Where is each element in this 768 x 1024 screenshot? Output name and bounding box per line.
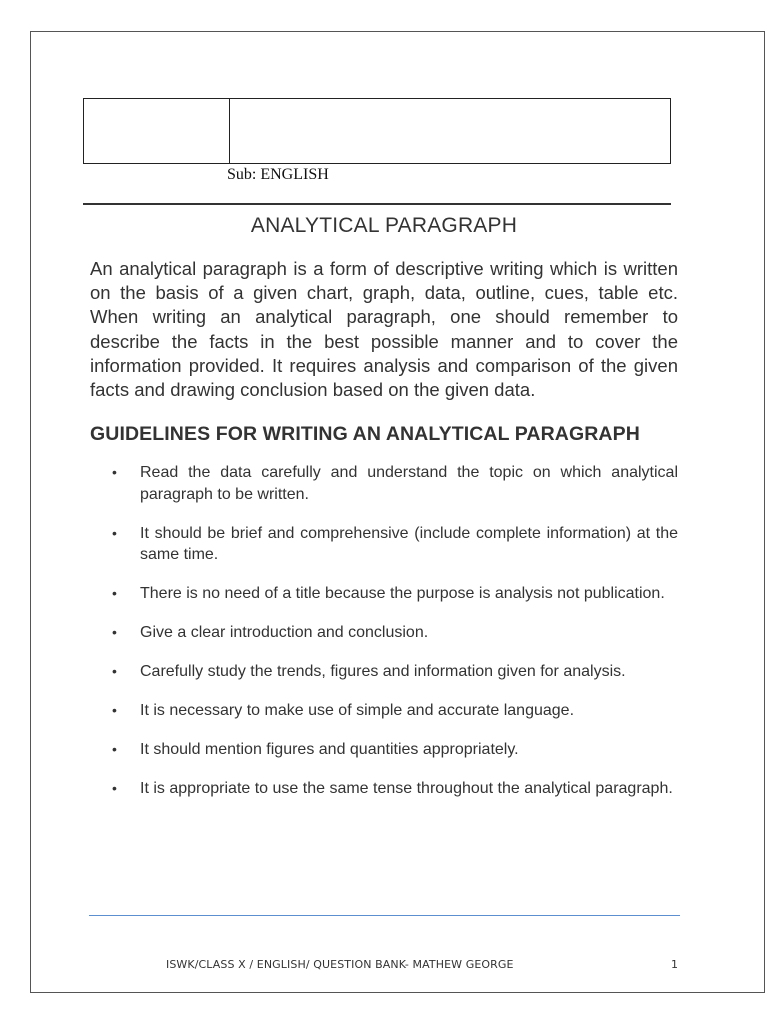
bullet-icon: • [112,524,117,541]
header-table [83,98,671,164]
bullet-icon: • [112,464,117,480]
list-item [110,583,678,605]
bullet-icon: • [112,741,117,757]
bullet-icon: • [112,663,117,679]
list-item [110,622,678,644]
guideline-text: There is no need of a title because the purpose is analysis not publication. [140,585,665,602]
list-item [110,661,678,683]
page-number: 1 [671,958,678,971]
header-logo-cell [84,99,230,163]
guideline-text: Give a clear introduction and conclusion. [140,624,429,641]
guideline-text: It is necessary to make use of simple and accurate language. [140,702,575,719]
bullet-icon: • [112,780,117,796]
header-info-cell [230,99,670,163]
guideline-text: It should mention figures and quantities appropriately. [140,741,519,758]
bullet-icon: • [112,702,117,718]
bullet-icon: • [112,585,117,601]
guideline-text: It is appropriate to use the same tense throughout the analytical paragraph. [140,780,673,797]
list-item [110,739,678,761]
page-title: ANALYTICAL PARAGRAPH [250,214,518,237]
header-divider [83,203,671,205]
list-item [110,462,678,505]
list-item [110,778,678,800]
footer-text: ISWK/CLASS X / ENGLISH/ QUESTION BANK- MATHEW GEORGE [166,958,514,971]
intro-paragraph: An analytical paragraph is a form of descriptive writing which is written on the basis of a given chart, graph, data, outline, cues, table etc. When writing an analytical paragraph, one should remember to describe the facts in the best possible manner and to cover the information provided. It requires analysis and comparison of the given facts and drawing conclusion based on the given data. [90,258,678,401]
guideline-text: Read the data carefully and understand the topic on which analytical paragraph to be written. [140,464,678,503]
guidelines-list [110,462,678,817]
guideline-text: Carefully study the trends, figures and information given for analysis. [140,663,626,680]
guideline-text: It should be brief and comprehensive (include complete information) at the same time. [140,524,678,563]
footer-divider [89,915,680,916]
subject-label: Sub: ENGLISH [227,166,329,183]
bullet-icon: • [112,624,117,640]
guidelines-heading: GUIDELINES FOR WRITING AN ANALYTICAL PARAGRAPH [90,423,640,445]
list-item [110,700,678,722]
list-item [110,523,678,566]
